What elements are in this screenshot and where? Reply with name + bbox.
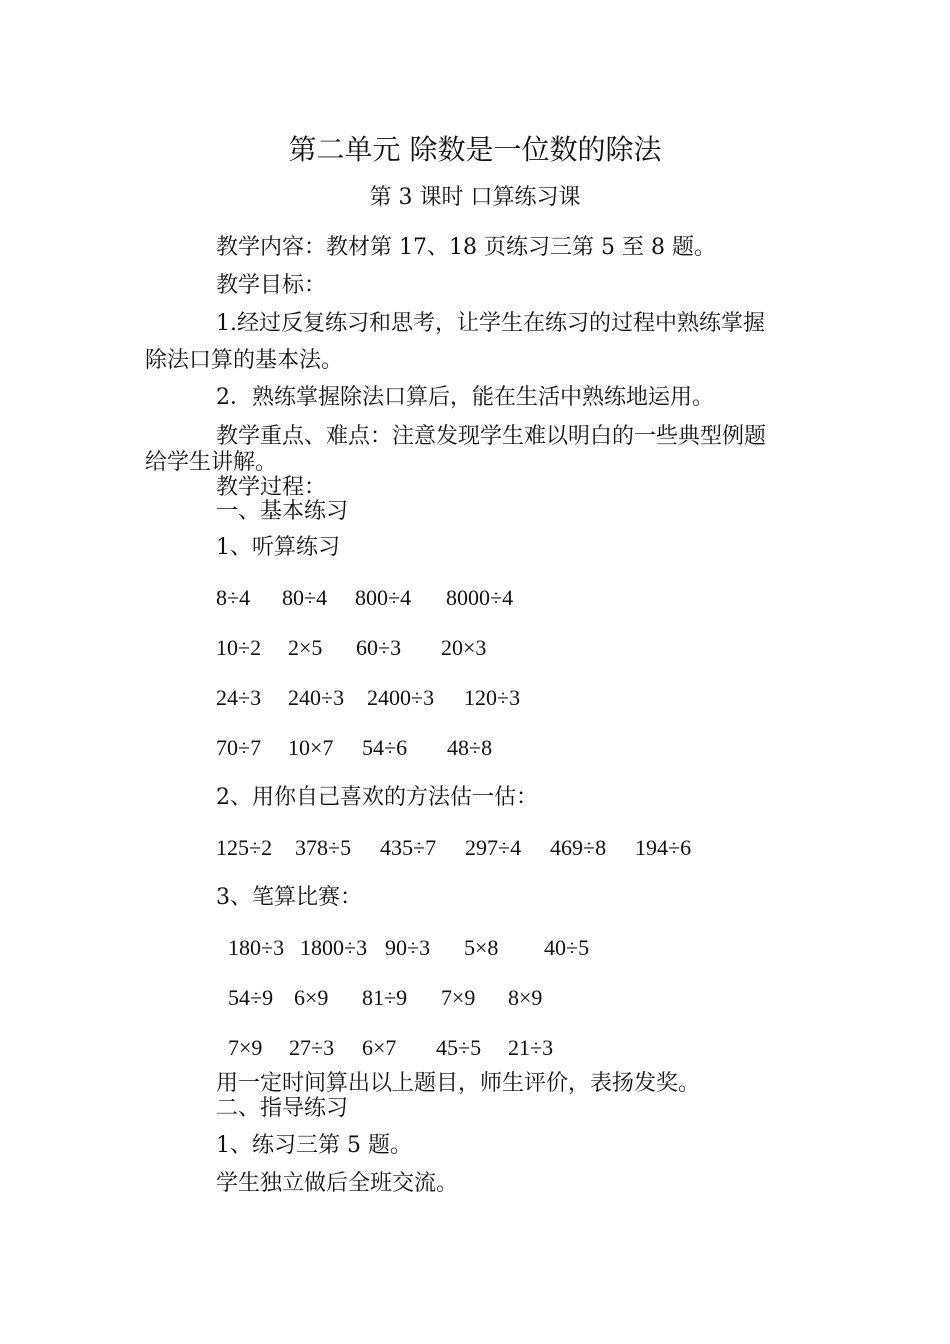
evaluation-note: 用一定时间算出以上题目，师生评价，表扬发奖。 xyxy=(216,1071,701,1096)
lesson-subtitle: 第 3 课时 口算练习课 xyxy=(369,185,581,210)
exercise: 8÷4 xyxy=(216,585,251,610)
exercise: 21÷3 xyxy=(508,1035,554,1060)
exercise: 90÷3 xyxy=(385,935,431,960)
exercise: 48÷8 xyxy=(447,735,493,760)
exercise: 120÷3 xyxy=(464,685,521,710)
item-3-contest: 3、笔算比赛： xyxy=(216,885,362,910)
exercise: 10×7 xyxy=(288,735,334,760)
goal-2: 2．熟练掌握除法口算后，能在生活中熟练地运用。 xyxy=(216,385,714,410)
exercise: 194÷6 xyxy=(635,835,692,860)
teaching-content: 教学内容：教材第 17、18 页练习三第 5 至 8 题。 xyxy=(216,235,716,260)
section-1-heading: 一、基本练习 xyxy=(216,499,349,524)
exercise: 240÷3 xyxy=(288,685,345,710)
exercise: 469÷8 xyxy=(550,835,607,860)
exercise: 2400÷3 xyxy=(367,685,435,710)
exercise: 378÷5 xyxy=(295,835,352,860)
section-2-heading: 二、指导练习 xyxy=(216,1096,349,1121)
exercise: 6×9 xyxy=(294,985,329,1010)
exercise-row-8 xyxy=(228,1034,553,1062)
exercise: 81÷9 xyxy=(362,985,408,1010)
key-points-line-2: 给学生讲解。 xyxy=(145,450,278,475)
exercise: 5×8 xyxy=(464,935,499,960)
process-heading: 教学过程： xyxy=(216,475,327,500)
exercise: 45÷5 xyxy=(436,1035,482,1060)
exercise: 6×7 xyxy=(362,1035,397,1060)
exercise: 10÷2 xyxy=(216,635,262,660)
exercise: 24÷3 xyxy=(216,685,262,710)
goal-1-line-1: 1.经过反复练习和思考，让学生在练习的过程中熟练掌握 xyxy=(216,311,765,336)
exercise-row-5 xyxy=(216,834,691,862)
key-points-line-1: 教学重点、难点：注意发现学生难以明白的一些典型例题 xyxy=(216,424,767,449)
exercise: 27÷3 xyxy=(289,1035,335,1060)
exercise: 20×3 xyxy=(441,635,487,660)
item-exercise-5: 1、练习三第 5 题。 xyxy=(216,1133,412,1158)
exercise-row-3 xyxy=(216,684,520,712)
exercise: 125÷2 xyxy=(216,835,273,860)
exercise: 180÷3 xyxy=(228,935,285,960)
exercise: 54÷9 xyxy=(228,985,274,1010)
item-share: 学生独立做后全班交流。 xyxy=(216,1171,459,1196)
exercise: 8×9 xyxy=(508,985,543,1010)
item-1-listening: 1、听算练习 xyxy=(216,535,340,560)
exercise-row-2 xyxy=(216,634,486,662)
exercise-row-1 xyxy=(216,584,513,612)
exercise: 435÷7 xyxy=(380,835,437,860)
exercise: 60÷3 xyxy=(356,635,402,660)
goal-1-line-2: 除法口算的基本法。 xyxy=(145,348,344,373)
exercise: 1800÷3 xyxy=(300,935,368,960)
exercise: 7×9 xyxy=(441,985,476,1010)
exercise: 40÷5 xyxy=(544,935,590,960)
exercise: 8000÷4 xyxy=(446,585,514,610)
exercise: 297÷4 xyxy=(465,835,522,860)
exercise-row-7 xyxy=(228,984,542,1012)
exercise: 54÷6 xyxy=(362,735,408,760)
exercise: 2×5 xyxy=(288,635,323,660)
exercise: 70÷7 xyxy=(216,735,262,760)
page-title: 第二单元 除数是一位数的除法 xyxy=(288,133,662,166)
exercise-row-6 xyxy=(228,934,589,962)
exercise: 7×9 xyxy=(228,1035,263,1060)
exercise: 800÷4 xyxy=(355,585,412,610)
item-2-estimate: 2、用你自己喜欢的方法估一估： xyxy=(216,785,538,810)
goals-heading: 教学目标： xyxy=(216,273,327,298)
exercise: 80÷4 xyxy=(282,585,328,610)
exercise-row-4 xyxy=(216,734,492,762)
